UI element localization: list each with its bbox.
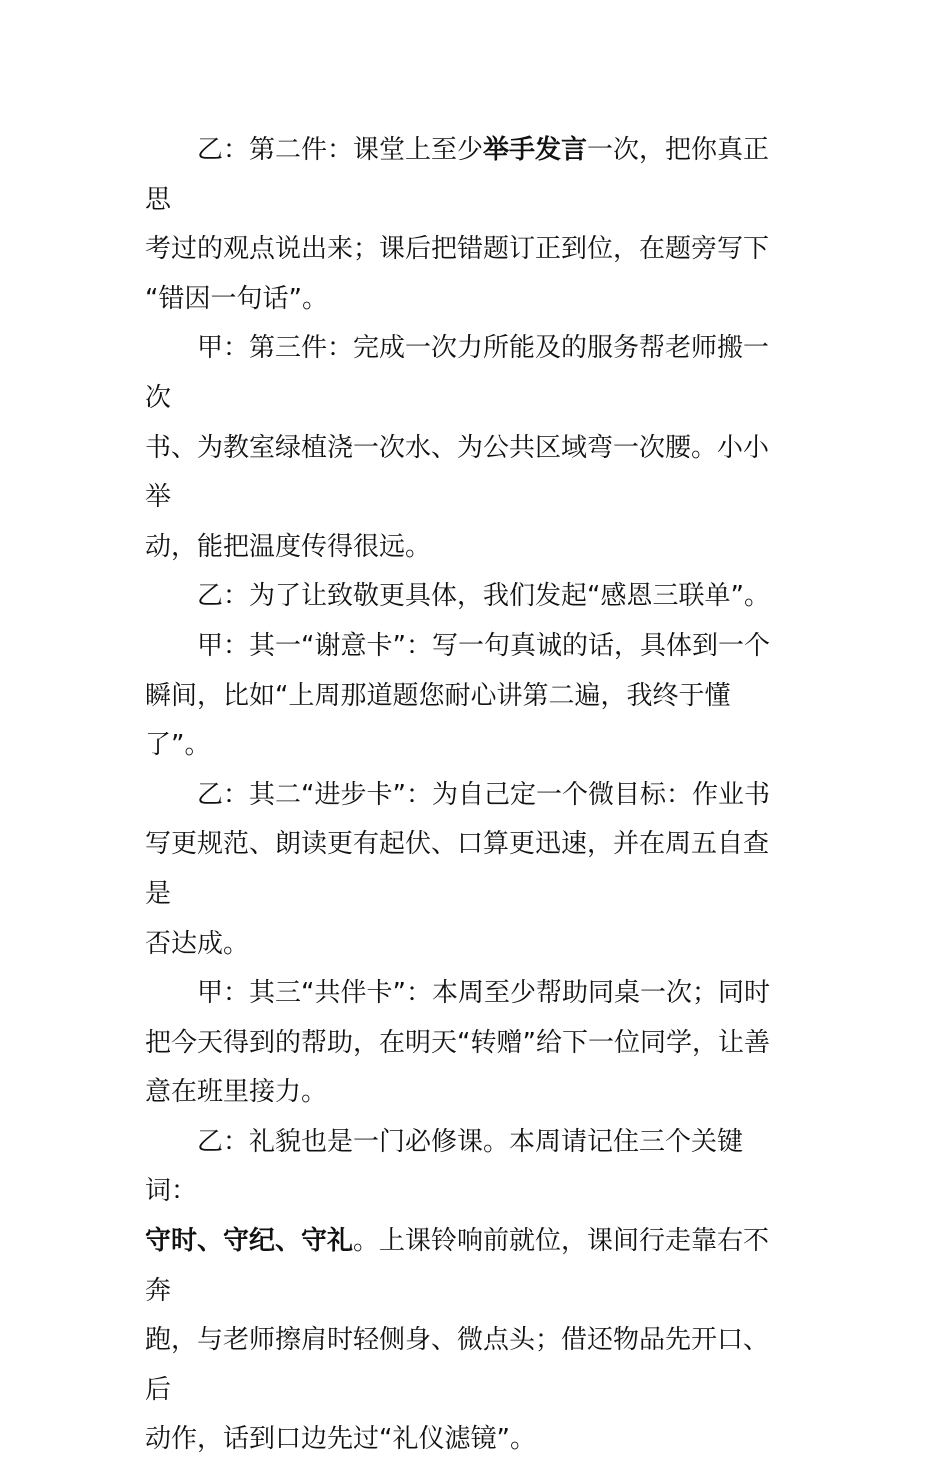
- document-page: [145, 126, 785, 1465]
- text-run: 乙：其二“进步卡”：为自己定一个微目标：作业书 写更规范、朗读更有起伏、口算更迅速，并在周五自查是 否达成。: [145, 779, 770, 959]
- text-run: 乙：第二件：课堂上至少: [197, 135, 484, 165]
- paragraph-p3: [145, 572, 785, 622]
- text-run: 一次，把你真正思 考过的观点说出来；课后把错题订正到位，在题旁写下 “错因一句话”。: [145, 135, 770, 314]
- paragraph-p1: [145, 126, 785, 324]
- text-run: 甲：其一“谢意卡”：写一句真诚的话，具体到一个 瞬间，比如“上周那道题您耐心讲第二遍，我终于懂 了”。: [145, 630, 770, 761]
- bold-text-run: 举手发言: [483, 135, 588, 165]
- text-run: 乙：礼貌也是一门必修课。本周请记住三个关键词：: [145, 1126, 744, 1207]
- paragraph-p6: [145, 969, 785, 1118]
- paragraph-p2: [145, 324, 785, 572]
- text-run: 乙：为了让致敬更具体，我们发起“感恩三联单”。: [197, 581, 770, 612]
- text-run: 甲：其三“共伴卡”：本周至少帮助同桌一次；同时 把今天得到的帮助，在明天“转赠”给下一位同学，让善 意在班里接力。: [145, 978, 770, 1108]
- paragraph-p7: [145, 1118, 785, 1465]
- paragraph-p5: [145, 771, 785, 969]
- text-run: 。上课铃响前就位，课间行走靠右不奔 跑，与老师擦肩时轻侧身、微点头；借还物品先开口、后 动作，话到口边先过“礼仪滤镜”。: [145, 1226, 770, 1455]
- bold-text-run: 守时、守纪、守礼: [145, 1226, 354, 1257]
- text-run: 甲：第三件：完成一次力所能及的服务帮老师搬一次 书、为教室绿植浇一次水、为公共区域弯一次腰。小小举 动，能把温度传得很远。: [145, 333, 770, 562]
- paragraph-p4: [145, 622, 785, 771]
